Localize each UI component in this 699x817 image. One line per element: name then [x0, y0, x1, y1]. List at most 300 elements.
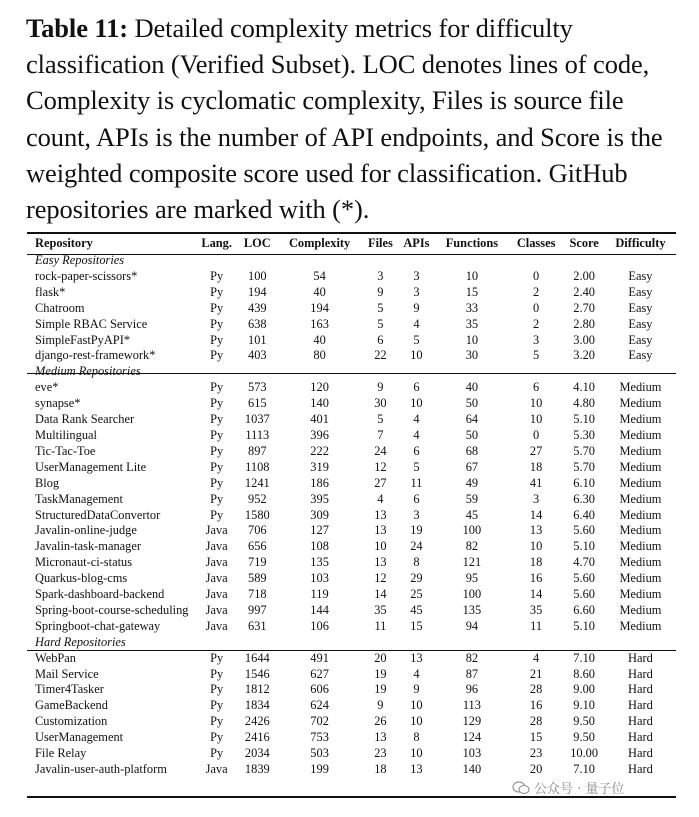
- table-row: [27, 571, 676, 587]
- table-cell: Py: [210, 284, 224, 299]
- repo-name-cell: Mail Service: [35, 666, 99, 681]
- table-cell: Medium: [619, 491, 662, 506]
- table-cell: 29: [410, 571, 423, 586]
- table-cell: 23: [374, 746, 387, 761]
- table-cell: 18: [529, 459, 543, 474]
- table-row: [27, 508, 676, 524]
- caption-text: Detailed complexity metrics for difficulty classification (Verified Subset). LOC denotes lines of code, Complexity is cyclomatic complexity, Files is source file count, APIs is the number of API endpoints, and Score is the weighted composite score used for classification. GitHub repositories are marked with (*).: [26, 13, 663, 225]
- table-cell: 6.40: [573, 507, 595, 522]
- table-cell: 16: [529, 571, 543, 586]
- table-cell: 638: [248, 316, 267, 331]
- table-cell: 50: [465, 427, 479, 442]
- table-cell: 4: [413, 316, 420, 331]
- table-row: [27, 539, 676, 555]
- table-cell: Py: [210, 730, 224, 745]
- table-cell: 10: [410, 396, 423, 411]
- table-cell: 3: [413, 507, 420, 522]
- table-cell: Medium: [619, 507, 662, 522]
- table-cell: 624: [310, 698, 329, 713]
- table-cell: 10: [374, 539, 387, 554]
- table-cell: 395: [310, 491, 329, 506]
- table-cell: Hard: [628, 650, 653, 665]
- table-row: [27, 730, 676, 746]
- table-cell: Medium: [619, 555, 662, 570]
- table-cell: 24: [410, 539, 423, 554]
- repo-name-cell: StructuredDataConvertor: [35, 507, 161, 522]
- table-cell: Py: [210, 427, 224, 442]
- table-cell: Py: [210, 332, 224, 347]
- table-cell: 9: [377, 284, 384, 299]
- repo-name-cell: TaskManagement: [35, 491, 123, 506]
- column-header: Complexity: [288, 236, 351, 250]
- table-cell: 21: [529, 666, 543, 681]
- table-cell: 5.70: [573, 459, 595, 474]
- table-cell: 3: [533, 491, 540, 506]
- table-row: [27, 619, 676, 635]
- repo-name-cell: Quarkus-blog-cms: [35, 571, 128, 586]
- table-cell: 45: [410, 602, 423, 617]
- table-cell: 0: [533, 268, 540, 283]
- table-cell: Medium: [619, 618, 662, 633]
- table-cell: Medium: [619, 602, 662, 617]
- table-cell: 9: [413, 300, 420, 315]
- table-cell: 35: [529, 602, 543, 617]
- table-cell: 4: [377, 491, 384, 506]
- table-cell: 26: [374, 714, 387, 729]
- table-row: [27, 476, 676, 492]
- table-cell: Hard: [628, 762, 653, 776]
- table-cell: 9.50: [573, 714, 595, 729]
- table-row: [27, 301, 676, 317]
- repo-name-cell: Spark-dashboard-backend: [35, 587, 165, 602]
- table-cell: 403: [248, 348, 267, 363]
- table-cell: 23: [529, 746, 543, 761]
- table-cell: 18: [374, 762, 387, 776]
- table-cell: 12: [374, 459, 387, 474]
- table-cell: Py: [210, 348, 224, 363]
- table-cell: 10: [465, 268, 479, 283]
- table-cell: Py: [210, 412, 224, 427]
- table-cell: 127: [310, 523, 329, 538]
- table-cell: Py: [210, 650, 224, 665]
- table-cell: 96: [465, 682, 479, 697]
- table-cell: 13: [410, 650, 423, 665]
- table-cell: 656: [248, 539, 267, 554]
- table-cell: 5.30: [573, 427, 595, 442]
- table-row: [27, 269, 676, 285]
- repo-name-cell: Javalin-online-judge: [35, 523, 137, 538]
- table-cell: Easy: [628, 316, 653, 331]
- table-cell: 9: [377, 698, 384, 713]
- table-cell: Java: [205, 539, 228, 554]
- table-cell: 10: [529, 539, 543, 554]
- repo-name-cell: django-rest-framework*: [35, 348, 156, 363]
- table-cell: Easy: [628, 284, 653, 299]
- table-cell: 2.80: [573, 316, 595, 331]
- table-cell: 13: [529, 523, 543, 538]
- table-row: [27, 682, 676, 698]
- table-cell: Py: [210, 475, 224, 490]
- table-cell: 4.10: [573, 380, 595, 395]
- table-cell: 2416: [244, 730, 270, 745]
- table-cell: 10: [410, 746, 423, 761]
- table-cell: 2.70: [573, 300, 595, 315]
- table-row: [27, 651, 676, 667]
- table-cell: 706: [248, 523, 267, 538]
- table-cell: 6.10: [573, 475, 595, 490]
- table-cell: 11: [410, 475, 423, 490]
- table-cell: 6: [377, 332, 384, 347]
- table-cell: 15: [529, 730, 543, 745]
- table-cell: 13: [410, 762, 423, 776]
- table-cell: 11: [530, 618, 543, 633]
- table-cell: 718: [248, 587, 267, 602]
- table-cell: 144: [310, 602, 329, 617]
- table-cell: 952: [248, 491, 267, 506]
- repo-name-cell: UserManagement Lite: [35, 459, 147, 474]
- table-cell: Medium: [619, 571, 662, 586]
- table-cell: 396: [310, 427, 329, 442]
- table-cell: Java: [205, 762, 228, 776]
- table-cell: 106: [310, 618, 329, 633]
- table-cell: 6: [413, 491, 420, 506]
- table-cell: 40: [465, 380, 479, 395]
- table-cell: 5: [377, 412, 384, 427]
- table-row: [27, 762, 676, 778]
- table-cell: 49: [465, 475, 479, 490]
- table-cell: 140: [310, 396, 329, 411]
- repo-name-cell: SimpleFastPyAPI*: [35, 332, 131, 347]
- table-cell: 68: [465, 443, 479, 458]
- table-cell: 0: [533, 300, 540, 315]
- repo-name-cell: Spring-boot-course-scheduling: [35, 602, 189, 617]
- table-cell: 87: [465, 666, 479, 681]
- table-cell: 2034: [244, 746, 270, 761]
- table-cell: Medium: [619, 412, 662, 427]
- table-cell: 82: [465, 539, 479, 554]
- table-cell: 4: [533, 650, 540, 665]
- table-cell: Easy: [628, 300, 653, 315]
- table-cell: 10.00: [570, 746, 599, 761]
- table-cell: Medium: [619, 380, 662, 395]
- column-header: Repository: [35, 236, 93, 250]
- table-cell: Java: [205, 571, 228, 586]
- table-cell: 30: [465, 348, 479, 363]
- table-cell: 2: [533, 316, 540, 331]
- table-cell: Hard: [628, 730, 653, 745]
- repo-name-cell: Timer4Tasker: [35, 682, 104, 697]
- wechat-icon: [512, 781, 530, 795]
- table-cell: 4: [413, 427, 420, 442]
- table-cell: 491: [310, 650, 329, 665]
- repo-name-cell: GameBackend: [35, 698, 108, 713]
- table-cell: Java: [205, 523, 228, 538]
- table-cell: Easy: [628, 268, 653, 283]
- table-cell: 7.10: [573, 650, 595, 665]
- header-row: [27, 234, 676, 253]
- table-cell: 6: [533, 380, 540, 395]
- table-cell: 5: [533, 348, 540, 363]
- table-cell: 13: [374, 507, 387, 522]
- table-cell: 19: [410, 523, 423, 538]
- table-cell: 7.10: [573, 762, 595, 776]
- table-cell: 10: [410, 714, 423, 729]
- repo-name-cell: eve*: [35, 380, 59, 395]
- table-cell: Hard: [628, 714, 653, 729]
- table-cell: Py: [210, 698, 224, 713]
- section-header-row: [27, 253, 676, 269]
- repo-name-cell: Multilingual: [35, 427, 97, 442]
- table-cell: 5.10: [573, 618, 595, 633]
- table-cell: Medium: [619, 587, 662, 602]
- table-cell: 14: [529, 507, 543, 522]
- table-cell: 103: [310, 571, 329, 586]
- table-cell: 35: [465, 316, 479, 331]
- table-cell: 1839: [244, 762, 270, 776]
- table-cell: Hard: [628, 746, 653, 761]
- table-cell: 30: [374, 396, 387, 411]
- section-title: Easy Repositories: [35, 253, 125, 267]
- table-cell: Medium: [619, 523, 662, 538]
- table-cell: 6: [413, 380, 420, 395]
- repo-name-cell: Data Rank Searcher: [35, 412, 135, 427]
- table-cell: 2: [533, 284, 540, 299]
- table-cell: 129: [462, 714, 482, 729]
- table-cell: 119: [310, 587, 329, 602]
- table-cell: 94: [465, 618, 479, 633]
- table-row: [27, 492, 676, 508]
- table-cell: Py: [210, 300, 224, 315]
- table-cell: Py: [210, 507, 224, 522]
- table-cell: 59: [465, 491, 479, 506]
- table-cell: 10: [410, 698, 423, 713]
- table-cell: Py: [210, 714, 224, 729]
- table-cell: 2.40: [573, 284, 595, 299]
- table-cell: Py: [210, 268, 224, 283]
- table-cell: 121: [462, 555, 482, 570]
- table-cell: Medium: [619, 443, 662, 458]
- table-cell: 401: [310, 412, 329, 427]
- table-cell: 45: [465, 507, 479, 522]
- repo-name-cell: UserManagement: [35, 730, 124, 745]
- table-cell: Hard: [628, 682, 653, 697]
- table-cell: Hard: [628, 666, 653, 681]
- table-cell: 2426: [244, 714, 270, 729]
- table-cell: 439: [248, 300, 267, 315]
- table-cell: 64: [465, 412, 479, 427]
- table-row: [27, 603, 676, 619]
- table-row: [27, 555, 676, 571]
- table-cell: 22: [374, 348, 387, 363]
- table-cell: 25: [410, 587, 423, 602]
- table-cell: Py: [210, 443, 224, 458]
- section-header-row: [27, 635, 676, 651]
- column-header: Files: [368, 236, 393, 250]
- table-cell: 3: [377, 268, 384, 283]
- table-cell: Py: [210, 746, 224, 761]
- table-cell: 631: [248, 618, 267, 633]
- table-cell: 19: [374, 666, 387, 681]
- table-cell: 28: [529, 714, 543, 729]
- table-row: [27, 587, 676, 603]
- table-cell: 573: [248, 380, 267, 395]
- table-cell: 8: [413, 730, 420, 745]
- table-cell: 9.00: [573, 682, 595, 697]
- table-cell: Easy: [628, 348, 653, 363]
- table-cell: Medium: [619, 396, 662, 411]
- table-cell: 9: [413, 682, 420, 697]
- table-cell: 5.60: [573, 523, 595, 538]
- table-cell: 135: [462, 602, 482, 617]
- table-cell: 9.10: [573, 698, 595, 713]
- table-cell: 103: [462, 746, 482, 761]
- table-cell: 589: [248, 571, 267, 586]
- repo-name-cell: Javalin-task-manager: [35, 539, 141, 554]
- table-cell: 20: [374, 650, 387, 665]
- table-cell: 11: [374, 618, 387, 633]
- table-cell: 309: [310, 507, 329, 522]
- repo-name-cell: Springboot-chat-gateway: [35, 618, 161, 633]
- table-cell: 163: [310, 316, 329, 331]
- table-cell: 135: [310, 555, 329, 570]
- table-row: [27, 746, 676, 762]
- table-cell: Java: [205, 555, 228, 570]
- table-row: [27, 412, 676, 428]
- table-cell: 5.10: [573, 412, 595, 427]
- section-title: Hard Repositories: [35, 634, 126, 649]
- table-row: [27, 444, 676, 460]
- table-cell: 101: [248, 332, 267, 347]
- table-cell: 95: [465, 571, 479, 586]
- table-cell: 27: [374, 475, 387, 490]
- table-row: [27, 523, 676, 539]
- table-cell: 18: [529, 555, 543, 570]
- table-cell: 13: [374, 523, 387, 538]
- table-cell: 113: [462, 698, 481, 713]
- complexity-table: [27, 234, 676, 778]
- watermark-text: 公众号 · 量子位: [534, 782, 625, 797]
- table-cell: 194: [310, 300, 329, 315]
- table-cell: 5: [377, 300, 384, 315]
- column-header: LOC: [243, 236, 271, 250]
- table-cell: 1644: [244, 650, 270, 665]
- column-header: Functions: [445, 236, 499, 250]
- table-cell: 719: [248, 555, 267, 570]
- table-cell: 4: [413, 412, 420, 427]
- table-cell: 5.60: [573, 587, 595, 602]
- table-cell: 222: [310, 443, 329, 458]
- table-cell: 8: [413, 555, 420, 570]
- table-row: [27, 667, 676, 683]
- table-cell: 100: [462, 587, 482, 602]
- table-cell: 5.10: [573, 539, 595, 554]
- table-row: [27, 396, 676, 412]
- column-header: Lang.: [201, 236, 232, 250]
- table-cell: 3: [413, 284, 420, 299]
- table-cell: 5: [413, 459, 420, 474]
- table-cell: Medium: [619, 427, 662, 442]
- repo-name-cell: flask*: [35, 284, 66, 299]
- table-cell: 24: [374, 443, 387, 458]
- table-cell: 14: [529, 587, 543, 602]
- table-cell: 194: [248, 284, 267, 299]
- table-cell: 319: [310, 459, 329, 474]
- table-cell: 12: [374, 571, 387, 586]
- table-cell: 1812: [244, 682, 270, 697]
- table-cell: 13: [374, 730, 387, 745]
- table-cell: Java: [205, 587, 228, 602]
- table-cell: 13: [374, 555, 387, 570]
- table-cell: 10: [529, 396, 543, 411]
- repo-name-cell: Chatroom: [35, 300, 85, 315]
- table-cell: 199: [310, 762, 329, 776]
- table-cell: 897: [248, 443, 267, 458]
- table-cell: 41: [529, 475, 543, 490]
- table-cell: 82: [465, 650, 479, 665]
- table-row: [27, 428, 676, 444]
- table-cell: 9: [377, 380, 384, 395]
- table-cell: 1037: [244, 412, 270, 427]
- watermark: [512, 778, 624, 797]
- table-cell: 4.80: [573, 396, 595, 411]
- section-header-row: [27, 364, 676, 380]
- table-cell: 1580: [244, 507, 270, 522]
- table-cell: Py: [210, 380, 224, 395]
- table-cell: 997: [248, 602, 267, 617]
- repo-name-cell: Tic-Tac-Toe: [35, 443, 96, 458]
- table-cell: 4: [413, 666, 420, 681]
- repo-name-cell: rock-paper-scissors*: [35, 268, 138, 283]
- table-cell: 3.20: [573, 348, 595, 363]
- table-cell: 1834: [244, 698, 270, 713]
- table-cell: 1546: [244, 666, 270, 681]
- repo-name-cell: Blog: [35, 475, 60, 490]
- table-cell: 50: [465, 396, 479, 411]
- table-cell: 7: [377, 427, 384, 442]
- table-cell: 40: [313, 284, 326, 299]
- table-row: [27, 333, 676, 349]
- table-cell: 615: [248, 396, 267, 411]
- table-row: [27, 348, 676, 364]
- table-cell: 80: [313, 348, 326, 363]
- table-cell: 5.70: [573, 443, 595, 458]
- table-cell: 5: [413, 332, 420, 347]
- table-cell: Py: [210, 682, 224, 697]
- table-cell: Java: [205, 602, 228, 617]
- column-header: APIs: [403, 236, 430, 250]
- table-cell: 5: [377, 316, 384, 331]
- table-cell: 15: [410, 618, 423, 633]
- table-cell: 2.00: [573, 268, 595, 283]
- repo-name-cell: Javalin-user-auth-platform: [35, 762, 167, 776]
- table-cell: 1113: [245, 427, 270, 442]
- table-cell: Java: [205, 618, 228, 633]
- table-cell: 6.60: [573, 602, 595, 617]
- table-cell: 6: [413, 443, 420, 458]
- table-cell: 19: [374, 682, 387, 697]
- repo-name-cell: Simple RBAC Service: [35, 316, 148, 331]
- table-cell: 1108: [245, 459, 270, 474]
- table-cell: 3.00: [573, 332, 595, 347]
- table-row: [27, 317, 676, 333]
- table-cell: 3: [413, 268, 420, 283]
- table-cell: Medium: [619, 459, 662, 474]
- table-cell: 140: [462, 762, 482, 776]
- table-cell: 186: [310, 475, 329, 490]
- section-title: Medium Repositories: [35, 364, 141, 379]
- table-cell: 627: [310, 666, 329, 681]
- table-cell: 10: [529, 412, 543, 427]
